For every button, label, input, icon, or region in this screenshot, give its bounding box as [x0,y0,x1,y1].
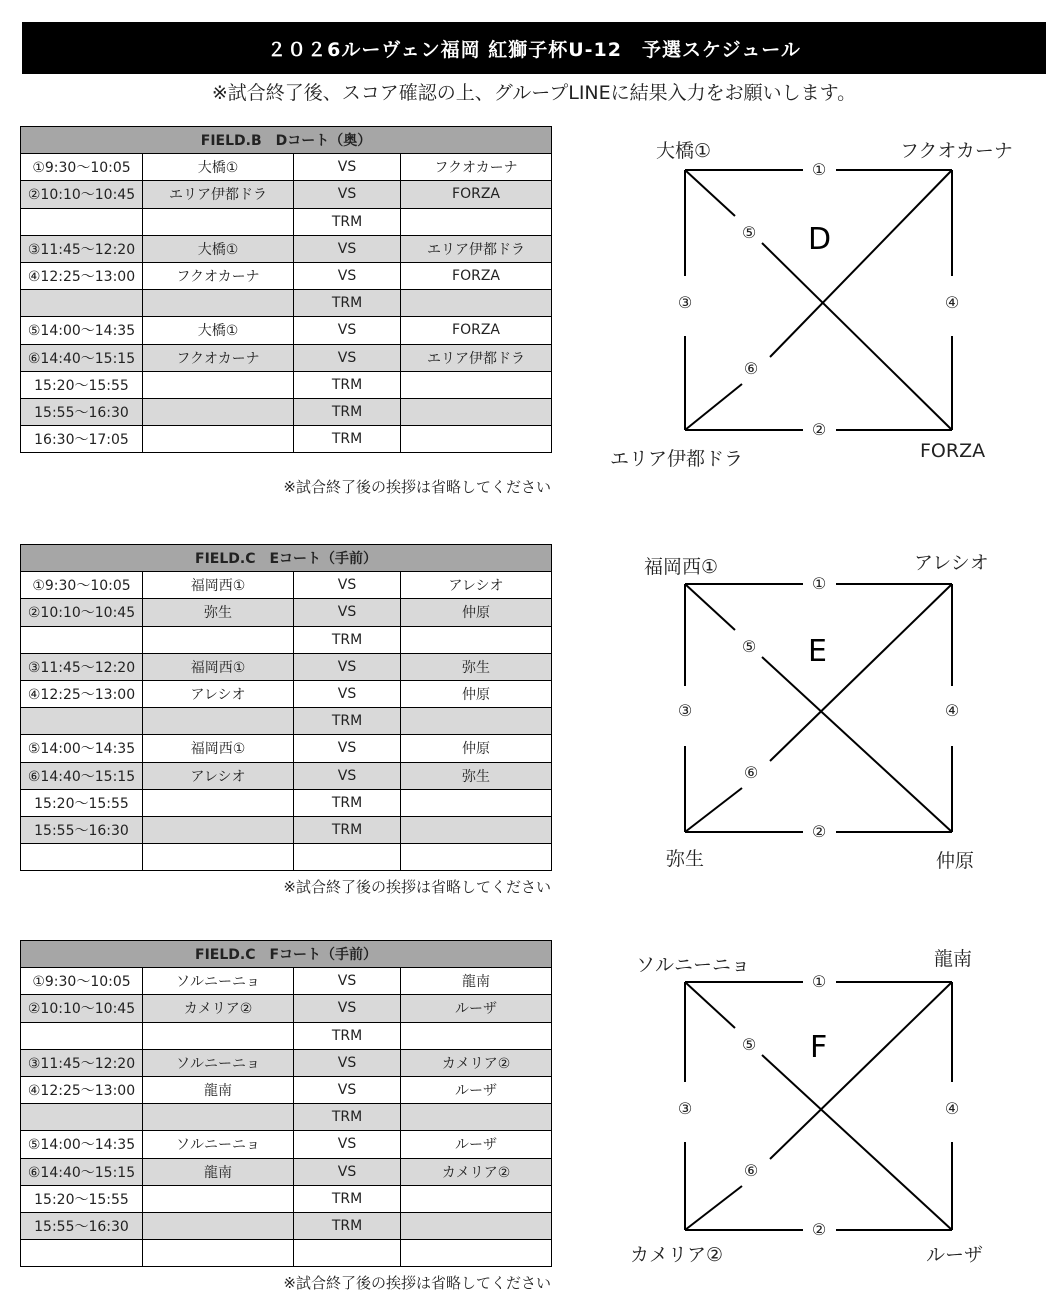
home-team: 大橋① [143,235,294,262]
match-time: ⑥14:40～15:15 [21,762,143,789]
match-time: ④12:25～13:00 [21,1076,143,1103]
schedule-table-e [20,544,552,871]
away-team [401,398,552,425]
match-time: 15:20～15:55 [21,1185,143,1212]
match-2-marker: ② [808,823,830,841]
match-1-marker: ① [808,973,830,991]
away-team [401,816,552,843]
table-row [21,235,552,262]
table-row [21,844,552,871]
away-team [401,371,552,398]
vs-cell: VS [294,680,401,707]
match-1-marker: ① [808,575,830,593]
team-top-right: 龍南 [934,948,973,970]
vs-cell: VS [294,1049,401,1076]
away-team [401,1240,552,1267]
match-time [21,1022,143,1049]
table-row [21,154,552,181]
match-time: ⑤14:00～14:35 [21,317,143,344]
vs-cell: VS [294,235,401,262]
away-team: カメリア② [401,1049,552,1076]
vs-cell: TRM [294,1212,401,1239]
away-team: カメリア② [401,1158,552,1185]
away-team [401,1104,552,1131]
home-team [143,290,294,317]
vs-cell: TRM [294,208,401,235]
table-row [21,181,552,208]
table-row [21,1049,552,1076]
table-row [21,789,552,816]
vs-cell: TRM [294,1185,401,1212]
table-header: FIELD.C Eコート（手前） [21,545,552,572]
match-time: ④12:25～13:00 [21,680,143,707]
match-time: 15:55～16:30 [21,816,143,843]
away-team: ルーザ [401,995,552,1022]
home-team [143,626,294,653]
match-time: ①9:30～10:05 [21,154,143,181]
page-subtitle: ※試合終了後、スコア確認の上、グループLINEに結果入力をお願いします。 [211,82,857,104]
vs-cell: VS [294,572,401,599]
away-team: ルーザ [401,1076,552,1103]
vs-cell: VS [294,181,401,208]
table-row [21,1076,552,1103]
table-row [21,995,552,1022]
home-team [143,708,294,735]
home-team [143,816,294,843]
table-header: FIELD.B Dコート（奥） [21,127,552,154]
team-bottom-left: エリア伊都ドラ [610,448,744,470]
away-team: FORZA [401,317,552,344]
vs-cell: TRM [294,626,401,653]
match-time [21,1104,143,1131]
home-team [143,1240,294,1267]
match-5-marker: ⑤ [738,638,760,656]
home-team [143,1104,294,1131]
matchup-diagram-d [600,130,1040,490]
vs-cell: VS [294,154,401,181]
schedule-table-f [20,940,552,1267]
match-2-marker: ② [808,1221,830,1239]
home-team: アレシオ [143,762,294,789]
home-team: 大橋① [143,317,294,344]
match-time: ②10:10～10:45 [21,995,143,1022]
table-row [21,208,552,235]
vs-cell: TRM [294,1104,401,1131]
away-team [401,1185,552,1212]
match-2-marker: ② [808,421,830,439]
match-time: ⑤14:00～14:35 [21,1131,143,1158]
match-time [21,844,143,871]
vs-cell: TRM [294,816,401,843]
away-team: 龍南 [401,968,552,995]
match-time: 15:20～15:55 [21,789,143,816]
home-team: 福岡西① [143,572,294,599]
away-team [401,426,552,453]
away-team: ルーザ [401,1131,552,1158]
vs-cell: TRM [294,789,401,816]
home-team: 弥生 [143,599,294,626]
vs-cell: VS [294,735,401,762]
away-team: アレシオ [401,572,552,599]
table-row [21,708,552,735]
away-team [401,1022,552,1049]
away-team: 仲原 [401,680,552,707]
team-top-right: フクオカーナ [900,140,1013,162]
table-row [21,317,552,344]
vs-cell: TRM [294,398,401,425]
vs-cell [294,1240,401,1267]
vs-cell: VS [294,317,401,344]
home-team [143,371,294,398]
schedule-table-d [20,126,552,453]
match-3-marker: ③ [674,702,696,720]
match-5-marker: ⑤ [738,1036,760,1054]
table-row [21,1240,552,1267]
vs-cell: VS [294,995,401,1022]
vs-cell: VS [294,1158,401,1185]
away-team: エリア伊都ドラ [401,344,552,371]
match-3-marker: ③ [674,294,696,312]
greeting-note: ※試合終了後の挨拶は省略してください [283,878,551,896]
match-time: ③11:45～12:20 [21,653,143,680]
table-row [21,371,552,398]
table-row [21,599,552,626]
match-time: ⑥14:40～15:15 [21,344,143,371]
team-top-left: 大橋① [656,140,712,162]
table-row [21,968,552,995]
match-4-marker: ④ [941,294,963,312]
match-4-marker: ④ [941,1100,963,1118]
team-top-left: ソルニーニョ [636,954,751,976]
match-time [21,1240,143,1267]
away-team: 仲原 [401,735,552,762]
court-letter: D [808,222,832,257]
home-team [143,426,294,453]
home-team: 龍南 [143,1158,294,1185]
team-top-left: 福岡西① [644,556,719,578]
team-bottom-left: 弥生 [666,848,705,870]
table-row [21,572,552,599]
table-row [21,1104,552,1131]
table-row [21,290,552,317]
table-row [21,762,552,789]
team-top-right: アレシオ [914,552,989,574]
match-time: 15:20～15:55 [21,371,143,398]
away-team: 弥生 [401,653,552,680]
table-header: FIELD.C Fコート（手前） [21,941,552,968]
match-time [21,626,143,653]
vs-cell: VS [294,653,401,680]
away-team: FORZA [401,181,552,208]
matchup-diagram-f [600,940,1040,1300]
table-row [21,1212,552,1239]
home-team: アレシオ [143,680,294,707]
table-row [21,1022,552,1049]
home-team: エリア伊都ドラ [143,181,294,208]
team-bottom-right: ルーザ [926,1244,984,1266]
table-row [21,398,552,425]
home-team [143,789,294,816]
away-team [401,708,552,735]
match-time [21,208,143,235]
table-row [21,1158,552,1185]
home-team: 龍南 [143,1076,294,1103]
matchup-diagram-e [600,544,1040,904]
match-3-marker: ③ [674,1100,696,1118]
vs-cell [294,844,401,871]
match-6-marker: ⑥ [740,360,762,378]
match-time: ②10:10～10:45 [21,599,143,626]
vs-cell: VS [294,762,401,789]
home-team [143,1185,294,1212]
team-bottom-left: カメリア② [630,1244,724,1266]
match-time: ④12:25～13:00 [21,262,143,289]
match-time: ⑤14:00～14:35 [21,735,143,762]
match-time: ③11:45～12:20 [21,235,143,262]
vs-cell: TRM [294,290,401,317]
home-team [143,1022,294,1049]
away-team [401,626,552,653]
match-time: ⑥14:40～15:15 [21,1158,143,1185]
home-team [143,208,294,235]
table-row [21,680,552,707]
table-row [21,426,552,453]
match-time: ③11:45～12:20 [21,1049,143,1076]
match-time: 15:55～16:30 [21,1212,143,1239]
match-5-marker: ⑤ [738,224,760,242]
table-row [21,1131,552,1158]
table-row [21,262,552,289]
table-row [21,1185,552,1212]
table-row [21,735,552,762]
vs-cell: TRM [294,426,401,453]
greeting-note: ※試合終了後の挨拶は省略してください [283,478,551,496]
away-team: エリア伊都ドラ [401,235,552,262]
away-team [401,789,552,816]
match-6-marker: ⑥ [740,1162,762,1180]
home-team [143,398,294,425]
match-time [21,708,143,735]
vs-cell: VS [294,344,401,371]
match-time [21,290,143,317]
vs-cell: VS [294,1131,401,1158]
away-team: 仲原 [401,599,552,626]
vs-cell: TRM [294,1022,401,1049]
home-team [143,844,294,871]
vs-cell: VS [294,599,401,626]
match-time: ①9:30～10:05 [21,572,143,599]
match-time: 15:55～16:30 [21,398,143,425]
away-team [401,844,552,871]
table-row [21,626,552,653]
home-team: 福岡西① [143,653,294,680]
home-team: フクオカーナ [143,262,294,289]
home-team [143,1212,294,1239]
match-1-marker: ① [808,161,830,179]
home-team: フクオカーナ [143,344,294,371]
vs-cell: TRM [294,371,401,398]
table-row [21,344,552,371]
home-team: ソルニーニョ [143,1131,294,1158]
away-team [401,1212,552,1239]
page-title: ２０２6ルーヴェン福岡 紅獅子杯U-12 予選スケジュール [22,22,1046,74]
match-4-marker: ④ [941,702,963,720]
away-team: フクオカーナ [401,154,552,181]
match-time: 16:30～17:05 [21,426,143,453]
team-bottom-right: FORZA [920,440,986,462]
vs-cell: VS [294,1076,401,1103]
vs-cell: VS [294,968,401,995]
home-team: 大橋① [143,154,294,181]
court-letter: F [810,1030,828,1065]
away-team: 弥生 [401,762,552,789]
home-team: 福岡西① [143,735,294,762]
court-letter: E [808,634,827,669]
away-team [401,290,552,317]
home-team: ソルニーニョ [143,968,294,995]
home-team: カメリア② [143,995,294,1022]
away-team: FORZA [401,262,552,289]
match-time: ①9:30～10:05 [21,968,143,995]
table-row [21,653,552,680]
away-team [401,208,552,235]
match-6-marker: ⑥ [740,764,762,782]
team-bottom-right: 仲原 [936,850,975,872]
table-row [21,816,552,843]
greeting-note: ※試合終了後の挨拶は省略してください [283,1274,551,1292]
home-team: ソルニーニョ [143,1049,294,1076]
vs-cell: TRM [294,708,401,735]
vs-cell: VS [294,262,401,289]
match-time: ②10:10～10:45 [21,181,143,208]
